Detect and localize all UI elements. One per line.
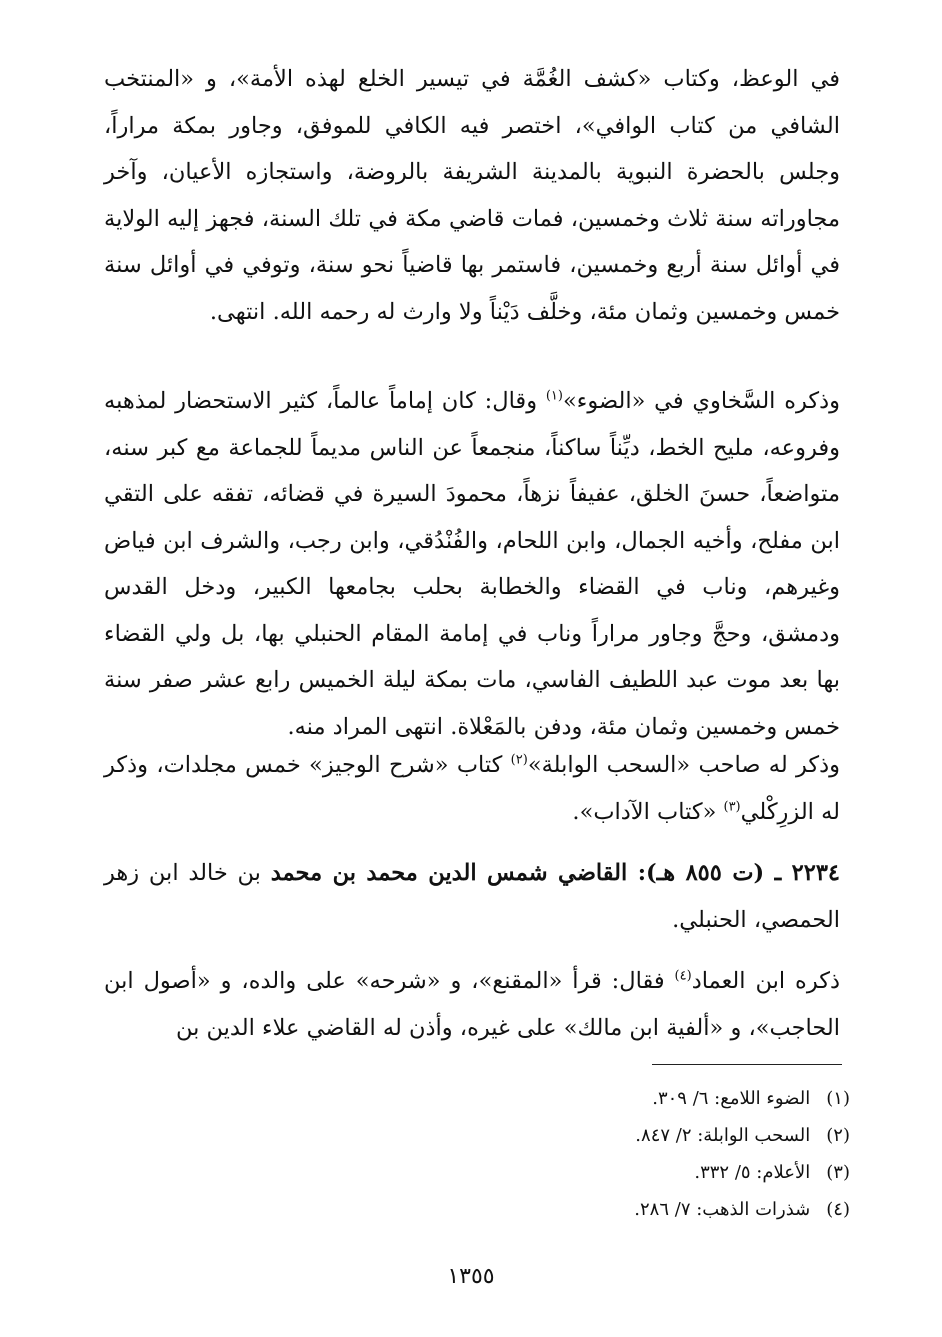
- entry-heading: [104, 850, 840, 943]
- footnote-ref-4: (٤): [674, 968, 692, 984]
- footnote-ref-1: (١): [545, 388, 563, 404]
- paragraph-5-rest: فقال: قرأ «المقنع»، و «شرحه» على والده، و «أصول ابن الحاجب»، و «ألفية ابن مالك» على غيره، وأذن له القاضي علاء الدين بن: [104, 968, 840, 1041]
- paragraph-5: [104, 958, 840, 1051]
- paragraph-2: [104, 378, 840, 750]
- footnote-2: [250, 1117, 850, 1154]
- paragraph-2-start: وذكره السَّخاوي في «الضوء»: [562, 388, 841, 414]
- paragraph-3: [104, 742, 840, 835]
- footnote-4-text: شذرات الذهب: ٧/ ٢٨٦.: [634, 1199, 811, 1220]
- footnote-3: [250, 1154, 850, 1191]
- paragraph-1: في الوعظ، وكتاب «كشف الغُمَّة في تيسير الخلع لهذه الأمة»، و «المنتخب الشافي من كتاب الوافي»، اختصر فيه الكافي للموفق، وجاور بمكة مراراً، وجلس بالحضرة النبوية بالمدينة الشريفة بالروضة، واستجازه الأعيان، وآخر مجاوراته سنة ثلاث وخمسين، فمات قاضي مكة في تلك السنة، فجهز إليه الولاية في أوائل سنة أربع وخمسين، فاستمر بها قاضياً نحو سنة، وتوفي في أوائل سنة خمس وخمسين وثمان مئة، وخلَّف دَيْناً ولا وارث له رحمه الله. انتهى.: [104, 66, 840, 325]
- footnote-divider: [652, 1064, 842, 1065]
- paragraph-3-middle: كتاب «شرح الوجيز» خمس مجلدات، وذكر له الزرِكْلي: [104, 752, 840, 825]
- footnote-4-number: (٤): [826, 1199, 850, 1220]
- footnote-3-text: الأعلام: ٥/ ٣٣٢.: [694, 1162, 811, 1183]
- footnote-2-text: السحب الوابلة: ٢/ ٨٤٧.: [635, 1125, 811, 1146]
- footnote-1: [250, 1080, 850, 1117]
- page-number: ١٣٥٥: [447, 1264, 495, 1289]
- paragraph-3-end: «كتاب الآداب».: [572, 798, 724, 825]
- paragraph-2-rest: وقال: كان إماماً عالماً، كثير الاستحضار لمذهبه وفروعه، مليح الخط، ديِّناً ساكناً، منجمعاً عن الناس مديماً للجماعة مع كبر سنه، متواضعاً، حسنَ الخلق، عفيفاً نزهاً، محمودَ السيرة في قضائه، تفقه على التقي ابن مفلح، وأخيه الجمال، وابن اللحام، والفُنْدُقي، وابن رجب، والشرف ابن فياض وغيرهم، وناب في القضاء والخطابة بحلب بجامعها الكبير، ودخل القدس ودمشق، وحجَّ وجاور مراراً وناب في إمامة المقام الحنبلي بها، بل ولي القضاء بها بعد موت عبد اللطيف الفاسي، مات بمكة ليلة الخميس رابع عشر صفر سنة خمس وخمسين وثمان مئة، ودفن بالمَعْلاة. انتهى المراد منه.: [104, 388, 840, 740]
- footnote-4: [250, 1191, 850, 1228]
- paragraph-5-start: ذكره ابن العماد: [691, 968, 840, 994]
- footnotes: [250, 1080, 850, 1228]
- paragraph-3-start: وذكر له صاحب «السحب الوابلة»: [527, 752, 840, 778]
- footnote-1-text: الضوء اللامع: ٦/ ٣٠٩.: [652, 1088, 811, 1109]
- entry-heading-rest: بن خالد ابن زهر الحمصي، الحنبلي.: [104, 860, 840, 933]
- entry-heading-title: ٢٢٣٤ ـ (ت ٨٥٥ هـ): القاضي شمس الدين محمد بن محمد: [270, 860, 841, 886]
- footnote-3-number: (٣): [826, 1162, 850, 1183]
- footnote-2-number: (٢): [826, 1125, 850, 1146]
- footnote-1-number: (١): [826, 1088, 850, 1109]
- footnote-ref-3: (٣): [723, 799, 741, 814]
- footnote-ref-2: (٢): [510, 752, 528, 768]
